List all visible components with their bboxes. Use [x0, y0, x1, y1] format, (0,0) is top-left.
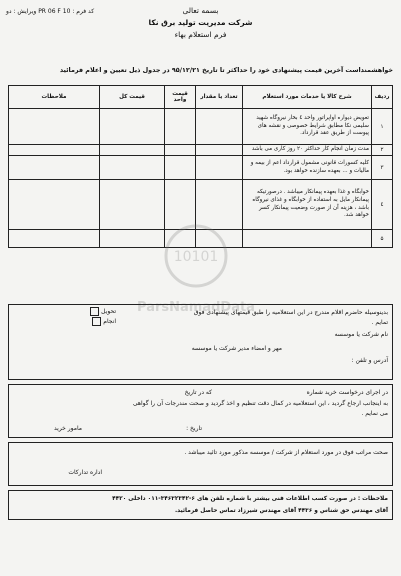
- intro-text: خواهشمنداست آخرین قیمت پیشنهادی خود را حداکثر تا تاریخ ۹۵/۱۲/۲۱ در جدول ذیل تعیین و اعلام فرمائید: [59, 66, 393, 74]
- table-row: [9, 109, 393, 145]
- form-code: کد فرم : PR 06 F 10 ویرایش : دو: [6, 8, 95, 15]
- row-number: ۱: [372, 109, 393, 145]
- table-row: [9, 156, 393, 180]
- supplier-section: [8, 304, 393, 380]
- certification-text: به اینجانب ارجاع گردید ، این استعلامیه در کمال دقت تنظیم و اخذ گردید و صحت مندرجات آن را گواهی: [132, 400, 388, 407]
- row-description: کلیه کسورات قانونی مشمول قرارداد اعم از بیمه و مالیات و ... بعهده سازنده خواهد بود.: [243, 156, 372, 180]
- form-title: فرم استعلام بهاء: [174, 30, 227, 39]
- col-unit-price: قیمت واحد: [165, 86, 196, 109]
- col-remarks: ملاحظات: [9, 86, 100, 109]
- watermark-number: 10101: [173, 249, 219, 265]
- perform-option[interactable]: [92, 317, 116, 326]
- col-total-price: قیمت کل: [100, 86, 165, 109]
- purchase-request-label: در اجرای درخواست خرید شماره: [306, 389, 388, 396]
- address-phone-label: آدرس و تلفن :: [351, 357, 388, 364]
- notes-contact-text: ملاحظات : در صورت کسب اطلاعات فنی بیشتر با شماره تلفن های ۶-۳۴۶۳۲۳۴۲-۰۱۱ داخلی ۴۴۲۰: [112, 496, 388, 502]
- perform-option-label: انجام: [103, 318, 116, 325]
- request-date-label: که در تاریخ: [184, 389, 212, 396]
- row-number: ۲: [372, 145, 393, 156]
- watermark-brand: ParsNamadData: [137, 300, 255, 315]
- row-description: تعویض دیواره اواپراتور واحد ٤ بخار نیروگاه شهید سلیمی نکا مطابق شرایط خصوصی و نقشه های پیوست از طریق عقد قرارداد.: [243, 109, 372, 145]
- officer-date-label: تاریخ :: [186, 425, 202, 432]
- delivery-text: بدینوسیله حاضرم اقلام مندرج در این استعلامیه را طبق قیمتهای پیشنهادی فوق: [193, 309, 388, 316]
- table-header-row: [9, 86, 393, 109]
- delivery-checkbox[interactable]: [90, 307, 99, 316]
- purchase-officer-label: مامور خرید: [54, 425, 82, 432]
- approval-section: [8, 442, 393, 486]
- col-quantity: تعداد یا مقدار: [196, 86, 243, 109]
- form-header-basmala: بسمه تعالی: [182, 6, 219, 15]
- delivery-text-end: تمایم .: [371, 319, 388, 326]
- perform-checkbox[interactable]: [92, 317, 101, 326]
- inquiry-form: [6, 6, 395, 570]
- notes-section: [8, 490, 393, 520]
- company-name: شرکت مدیریت تولید برق نکا: [148, 18, 253, 27]
- row-number: ٤: [372, 180, 393, 230]
- procurement-dept-label: اداره تدارکات: [68, 469, 102, 476]
- row-description: مدت زمان انجام کار حداکثر ۲۰ روز کاری می باشد: [243, 145, 372, 156]
- row-description: خوابگاه و غذا بعهده پیمانکار میباشد . درصورتیکه پیمانکار مایل به استفاده از خوابگاه و غذای نیروگاه باشد ، هزینه آن از صورت وضعیت پیمانکار کسر خواهد شد.: [243, 180, 372, 230]
- company-name-label: نام شرکت یا موسسه: [334, 331, 388, 338]
- seal-signature-label: مهر و امضاء مدیر شرکت یا موسسه: [191, 345, 282, 352]
- row-number: ۳: [372, 156, 393, 180]
- approval-text: صحت مراتب فوق در مورد استعلام از شرکت / موسسه مذکور مورد تائید میباشد .: [184, 449, 388, 456]
- delivery-option-label: تحویل: [101, 308, 116, 315]
- certification-text-end: می نمایم .: [361, 410, 388, 417]
- row-number: ۵: [372, 230, 393, 248]
- delivery-option[interactable]: [90, 307, 116, 316]
- notes-contact-names: آقای مهندس حق شناس و ۴۴۳۶ آقای مهندس شیرزاد تماس حاصل فرمائید.: [174, 508, 388, 514]
- col-row-number: ردیف: [372, 86, 393, 109]
- purchase-officer-section: [8, 384, 393, 438]
- col-description: شرح کالا یا خدمات مورد استعلام: [243, 86, 372, 109]
- table-row: [9, 145, 393, 156]
